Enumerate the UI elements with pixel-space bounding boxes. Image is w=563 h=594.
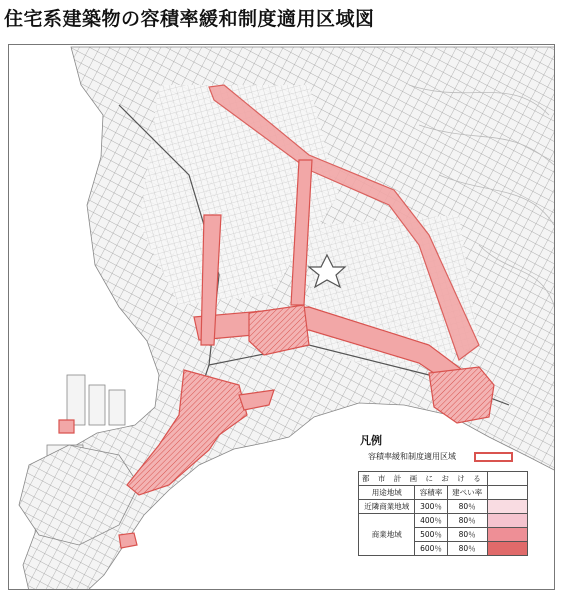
legend-empty-cell xyxy=(487,472,527,486)
legend-caption-row xyxy=(359,472,528,486)
legend-bcr: 80％ xyxy=(447,542,487,556)
legend-header-row xyxy=(359,486,528,500)
legend-swatch xyxy=(487,528,527,542)
legend-swatch xyxy=(487,542,527,556)
legend-title: 凡例 xyxy=(360,434,382,447)
legend-far: 400％ xyxy=(415,514,447,528)
legend-empty-cell xyxy=(487,486,527,500)
legend-caption: 都 市 計 画 に お け る xyxy=(359,472,488,486)
legend-header-bcr: 建ぺい率 xyxy=(447,486,487,500)
legend-far: 300％ xyxy=(415,500,447,514)
legend-swatch xyxy=(487,500,527,514)
legend-far: 500％ xyxy=(415,528,447,542)
legend-swatch xyxy=(487,514,527,528)
legend-area-swatch xyxy=(474,452,513,462)
legend-area-label: 容積率緩和制度適用区域 xyxy=(368,452,456,461)
map-title: 住宅系建築物の容積率緩和制度適用区域図 xyxy=(4,8,375,30)
legend-bcr: 80％ xyxy=(447,514,487,528)
legend-bcr: 80％ xyxy=(447,528,487,542)
legend-zone: 商業地域 xyxy=(359,514,415,556)
legend-far: 600％ xyxy=(415,542,447,556)
legend-zone: 近隣商業地域 xyxy=(359,500,415,514)
legend-row xyxy=(359,514,528,528)
legend-row xyxy=(359,500,528,514)
legend-bcr: 80％ xyxy=(447,500,487,514)
legend-table xyxy=(358,471,528,556)
legend-header-far: 容積率 xyxy=(415,486,447,500)
legend-header-zone: 用途地域 xyxy=(359,486,415,500)
